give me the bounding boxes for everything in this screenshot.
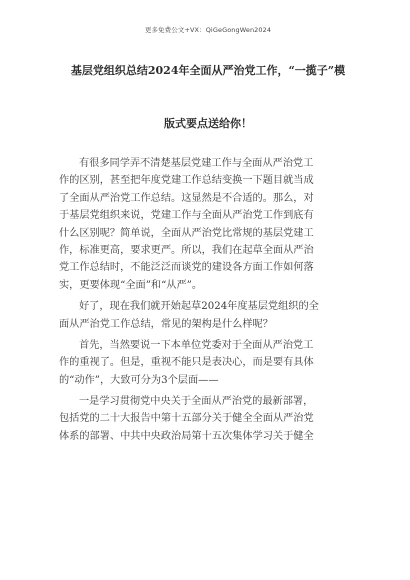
paragraph-line: 好了，现在我们就开始起草2024年度基层党组织的全 <box>79 301 319 313</box>
paragraph-line: 作，标准更高，要求更严。所以，我们在起草全面从严治 <box>59 244 314 256</box>
document-title <box>59 64 357 131</box>
paragraph-line: 的“动作”，大致可分为3个层面—— <box>59 374 219 386</box>
paragraph-line: 面从严治党工作总结，常见的架构是什么样呢？ <box>59 318 273 330</box>
paragraph-line: 了全面从严治党工作总结。这显然是不合适的。那么，对 <box>59 192 314 204</box>
paragraph-4 <box>59 393 357 445</box>
paragraph-line: 一是学习贯彻党中央关于全面从严治党的最新部署， <box>79 396 314 408</box>
paragraph-line: 首先，当然要说一下本单位党委对于全面从严治党工 <box>79 339 314 351</box>
paragraph-2 <box>59 298 357 333</box>
paragraph-line: 党工作总结时，不能泛泛而谈党的建设各方面工作如何落 <box>59 262 314 274</box>
document-body <box>59 155 357 445</box>
paragraph-3 <box>59 337 357 389</box>
paragraph-line: 有很多同学弄不清楚基层党建工作与全面从严治党工 <box>79 158 314 169</box>
paragraph-line: 体系的部署、中共中央政治局第十五次集体学习关于健全 <box>59 430 314 442</box>
paragraph-line: 于基层党组织来说，党建工作与全面从严治党工作到底有 <box>59 210 314 222</box>
paragraph-line: 什么区别呢？简单说，全面从严治党比常规的基层党建工 <box>59 227 314 239</box>
paragraph-line: 实，更要体现“全面”和“从严”。 <box>59 279 203 291</box>
title-line-2: 版式要点送给你！ <box>164 117 252 130</box>
header-note: 更多免费公文+VX：QiGeGongWen2024 <box>144 26 272 34</box>
paragraph-1 <box>59 155 357 294</box>
paragraph-line: 包括党的二十大报告中第十五部分关于健全全面从严治党 <box>59 413 314 425</box>
title-line-1: 基层党组织总结2024年全面从严治党工作，“一揽子”模 <box>70 64 346 77</box>
paragraph-line: 作的重视了。但是，重视不能只是表决心，而是要有具体 <box>59 357 314 369</box>
paragraph-line: 作的区别，甚至把年度党建工作总结变换一下题目就当成 <box>59 175 314 187</box>
